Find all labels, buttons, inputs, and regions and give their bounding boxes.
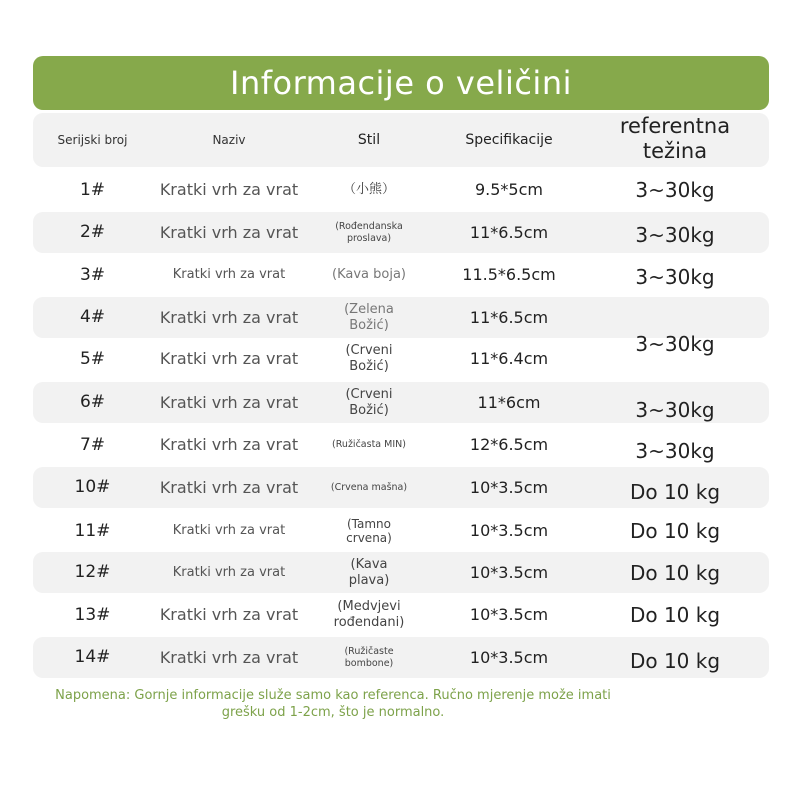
row-spec: 10*3.5cm [469, 521, 549, 541]
row-spec: 12*6.5cm [469, 435, 549, 455]
row-name: Kratki vrh za vrat [159, 392, 299, 412]
row-style: (Medvjevi rođendani) [333, 599, 405, 630]
row-style: (Zelena Božić) [344, 301, 394, 333]
row-style: (Crveni Božić) [345, 343, 393, 374]
row-style: （小熊） [342, 182, 395, 198]
row-weight: 3~30kg [635, 439, 715, 463]
row-name: Kratki vrh za vrat [172, 523, 286, 539]
row-spec: 10*3.5cm [469, 562, 549, 582]
row-spec: 11*6.5cm [469, 307, 549, 327]
row-style: (Tamno crvena) [346, 516, 392, 545]
row-style: (Ružičaste bombone) [344, 646, 394, 669]
row-spec: 10*3.5cm [469, 477, 549, 497]
row-spec: 11*6cm [477, 392, 541, 412]
row-weight: Do 10 kg [629, 560, 721, 585]
header-spec: Specifikacije [465, 131, 553, 148]
row-style: (Crvena mašna) [330, 481, 408, 493]
row-style: (Rođendanska proslava) [335, 221, 403, 244]
row-number: 13# [74, 604, 111, 625]
header-style: Stil [357, 131, 381, 148]
row-weight: 3~30kg [635, 178, 715, 202]
row-number: 10# [74, 477, 111, 498]
row-name: Kratki vrh za vrat [159, 647, 299, 667]
row-number: 12# [74, 562, 111, 583]
row-style: (Ružičasta MIN) [332, 439, 406, 451]
row-number: 2# [79, 222, 106, 243]
row-name: Kratki vrh za vrat [172, 564, 286, 580]
row-number: 7# [79, 434, 106, 455]
row-weight: Do 10 kg [629, 603, 721, 627]
row-spec: 11*6.5cm [469, 222, 549, 242]
row-style: (Crveni Božić) [345, 386, 393, 418]
row-spec: 9.5*5cm [474, 180, 543, 200]
page-title: Informacije o veličini [230, 64, 572, 102]
row-weight-merged: 3~30kg [635, 332, 715, 356]
title-banner [33, 56, 769, 110]
row-number: 14# [74, 647, 111, 668]
row-name: Kratki vrh za vrat [159, 222, 299, 242]
header-name: Naziv [212, 132, 246, 147]
row-spec: 11*6.4cm [469, 349, 549, 369]
row-spec: 10*3.5cm [469, 647, 549, 667]
header-weight: referentna težina [619, 113, 731, 163]
row-spec: 10*3.5cm [469, 605, 549, 625]
row-number: 4# [79, 307, 106, 328]
row-name: Kratki vrh za vrat [159, 605, 299, 625]
row-name: Kratki vrh za vrat [159, 435, 299, 455]
row-name: Kratki vrh za vrat [159, 477, 299, 497]
row-number: 3# [79, 264, 106, 285]
row-style: (Kava plava) [348, 556, 390, 588]
row-number: 1# [79, 179, 106, 200]
row-weight: Do 10 kg [629, 479, 721, 504]
row-weight: 3~30kg [635, 397, 715, 422]
row-weight: Do 10 kg [629, 519, 721, 543]
row-number: 11# [74, 520, 111, 541]
row-number: 5# [79, 348, 106, 369]
row-weight: 3~30kg [635, 265, 715, 289]
row-weight: Do 10 kg [629, 648, 721, 673]
row-name: Kratki vrh za vrat [172, 267, 286, 283]
row-name: Kratki vrh za vrat [159, 307, 299, 327]
row-style: (Kava boja) [332, 267, 406, 283]
row-weight: 3~30kg [635, 222, 715, 247]
row-name: Kratki vrh za vrat [159, 349, 299, 369]
row-name: Kratki vrh za vrat [159, 180, 299, 200]
header-serial: Serijski broj [57, 132, 128, 147]
row-number: 6# [79, 392, 106, 413]
footnote: Napomena: Gornje informacije služe samo kao referenca. Ručno mjerenje može imati grešku od 1-2cm, što je normalno. [55, 688, 611, 720]
row-spec: 11.5*6.5cm [462, 265, 556, 285]
